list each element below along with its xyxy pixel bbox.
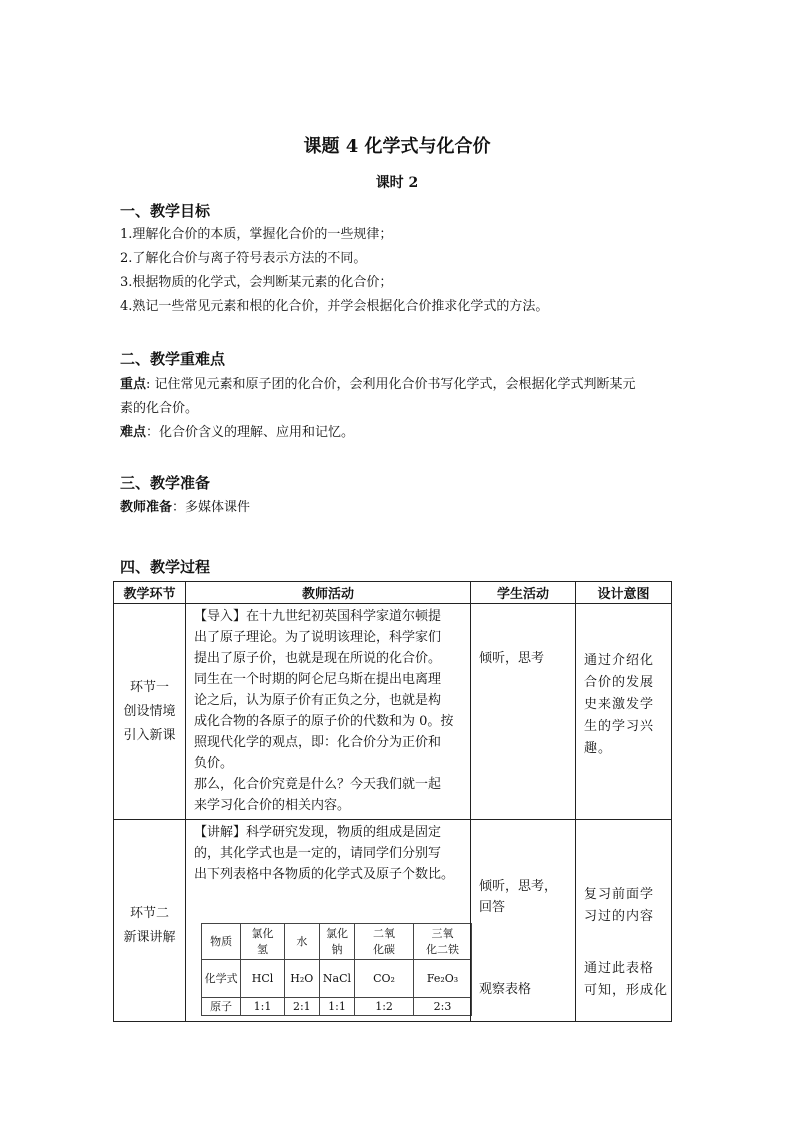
ratio-label: 原子 [202, 998, 241, 1016]
page-title: 课题 4 化学式与化合价 [303, 136, 491, 157]
teacher-line: 那么，化合价究竟是什么？今天我们就一起 [194, 777, 442, 792]
substance-cell: 二氧 化碳 [355, 924, 414, 960]
header-teacher: 教师活动 [186, 582, 471, 604]
row1-stage [114, 604, 186, 820]
teacher-line: 的，其化学式也是一定的，请同学们分别写 [194, 846, 442, 861]
row2-teacher [186, 820, 471, 1022]
formula-cell: HCl [241, 960, 284, 998]
key-point-label: 重点 [120, 377, 147, 392]
design-line: 习过的内容 [584, 909, 655, 924]
design-line: 可知，形成化 [584, 983, 669, 998]
design-line: 合价的发展 [584, 675, 655, 690]
goal-item-2: 2.了解化合价与离子符号表示方法的不同。 [120, 251, 367, 266]
row2-design [576, 820, 672, 1022]
row1-student [471, 604, 576, 820]
row1-stage-line: 环节一 [129, 679, 169, 695]
row2-student-line: 倾听，思考， [479, 879, 558, 894]
header-student: 学生活动 [471, 582, 576, 604]
header-design: 设计意图 [576, 582, 672, 604]
teacher-line: 同生在一个时期的阿仑尼乌斯在提出电离理 [194, 672, 442, 687]
table-row-1 [114, 604, 672, 820]
header-stage: 教学环节 [114, 582, 186, 604]
formula-cell: NaCl [319, 960, 354, 998]
ratio-cell: 1:1 [241, 998, 284, 1016]
key-point-text: : 记住常见元素和原子团的化合价，会利用化合价书写化学式，会根据化学式判断某元 [146, 377, 636, 392]
ratio-row [202, 998, 472, 1016]
prep-label: 教师准备 [120, 500, 173, 515]
row2-stage-line: 环节二 [129, 905, 169, 921]
table-row-2 [114, 820, 672, 1022]
row2-student [471, 820, 576, 1022]
substance-cell: 三氧 化二铁 [414, 924, 472, 960]
difficulty-text: ：化合价含义的理解、应用和记忆。 [146, 425, 355, 440]
teacher-line: 出下列表格中各物质的化学式及原子个数比。 [194, 867, 455, 882]
key-point-line-1 [120, 373, 680, 397]
section-2-heading: 二、教学重难点 [120, 350, 226, 368]
row2-stage [114, 820, 186, 1022]
row1-stage-line: 创设情境 [123, 703, 176, 719]
design-line: 史来激发学 [584, 697, 655, 712]
goal-item-4: 4.熟记一些常见元素和根的化合价，并学会根据化合价推求化学式的方法。 [120, 299, 549, 314]
row2-student-line: 回答 [479, 900, 506, 915]
design-line: 生的学习兴 [584, 719, 655, 734]
teacher-line: 负价。 [194, 756, 234, 771]
row2-student-observe: 观察表格 [479, 982, 532, 997]
section-1-heading: 一、教学目标 [120, 202, 211, 220]
substance-cell: 水 [284, 924, 319, 960]
formula-cell: Fe₂O₃ [414, 960, 472, 998]
teacher-line: 成化合物的各原子的原子价的代数和为 0。按 [194, 714, 454, 729]
process-table-header [114, 582, 672, 604]
ratio-cell: 2:3 [414, 998, 472, 1016]
prep-text: ：多媒体课件 [172, 500, 251, 515]
section-4-heading: 四、教学过程 [120, 558, 211, 576]
row1-stage-line: 引入新课 [123, 727, 176, 743]
formula-cell: CO₂ [355, 960, 414, 998]
page-subtitle: 课时 2 [375, 175, 419, 191]
substance-cell: 氯化 氢 [241, 924, 284, 960]
difficulty-line [120, 421, 680, 445]
substance-row [202, 924, 472, 960]
row1-teacher [186, 604, 471, 820]
ratio-cell: 1:1 [319, 998, 354, 1016]
section-3-body [120, 496, 680, 520]
substance-table [201, 923, 472, 1016]
design-line: 复习前面学 [584, 887, 655, 902]
design-line: 通过介绍化 [584, 653, 655, 668]
teacher-line: 照现代化学的观点，即：化合价分为正价和 [194, 735, 442, 750]
process-table [113, 581, 672, 1022]
prep-line [120, 496, 680, 520]
goal-item-3: 3.根据物质的化学式，会判断某元素的化合价； [120, 275, 393, 290]
goal-item-1: 1.理解化合价的本质，掌握化合价的一些规律； [120, 227, 393, 242]
teacher-line: 来学习化合价的相关内容。 [194, 798, 351, 813]
row1-student-text: 倾听，思考 [479, 651, 545, 666]
formula-label: 化学式 [202, 960, 241, 998]
section-3-heading: 三、教学准备 [120, 474, 211, 492]
substance-label: 物质 [202, 924, 241, 960]
formula-cell: H₂O [284, 960, 319, 998]
key-point-line-2: 素的化合价。 [120, 401, 199, 416]
teacher-line: 论之后，认为原子价有正负之分，也就是构 [194, 693, 442, 708]
ratio-cell: 1:2 [355, 998, 414, 1016]
teacher-line: 【讲解】科学研究发现，物质的组成是固定 [194, 825, 442, 840]
row2-stage-line: 新课讲解 [123, 929, 176, 945]
difficulty-label: 难点 [120, 425, 147, 440]
row1-design [576, 604, 672, 820]
ratio-cell: 2:1 [284, 998, 319, 1016]
section-2-body [120, 373, 680, 445]
section-1-list [120, 223, 680, 319]
teacher-line: 【导入】在十九世纪初英国科学家道尔顿提 [194, 609, 442, 624]
substance-cell: 氯化 钠 [319, 924, 354, 960]
teacher-line: 提出了原子价，也就是现在所说的化合价。 [194, 651, 442, 666]
formula-row [202, 960, 472, 998]
design-line: 通过此表格 [584, 961, 655, 976]
design-line: 趣。 [584, 741, 613, 756]
teacher-line: 出了原子理论。为了说明该理论，科学家们 [194, 630, 442, 645]
